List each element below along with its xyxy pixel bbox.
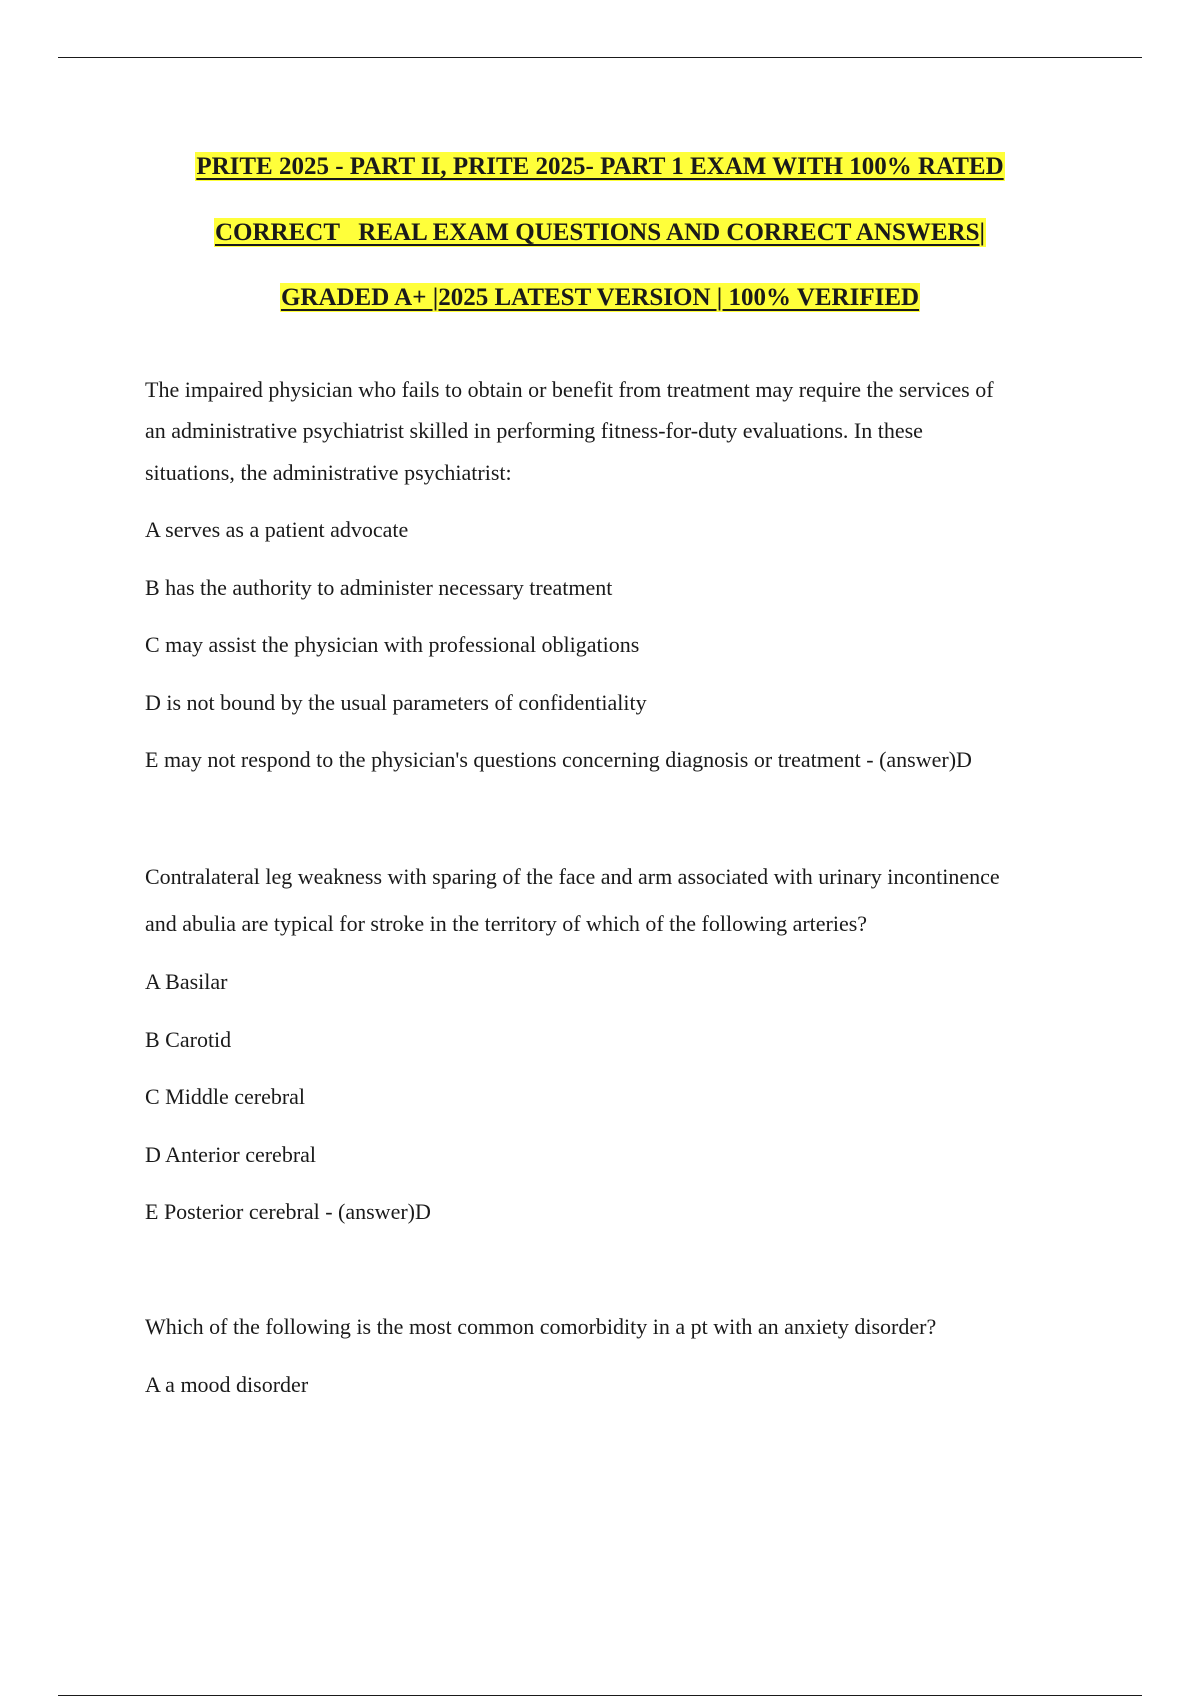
title-text-3: GRADED A+ |2025 LATEST VERSION | 100% VERIFIED bbox=[280, 284, 920, 311]
title-text-1: PRITE 2025 - PART II, PRITE 2025- PART 1 EXAM WITH 100% RATED bbox=[196, 153, 1004, 180]
question-1-stem-line-1: The impaired physician who fails to obtain or benefit from treatment may require the services of bbox=[145, 377, 994, 402]
question-1-option-b: B has the authority to administer necessary treatment bbox=[145, 575, 613, 600]
document-title-line-1 bbox=[0, 152, 1200, 182]
title-text-2: CORRECT REAL EXAM QUESTIONS AND CORRECT ANSWERS| bbox=[214, 219, 986, 246]
footer-rule bbox=[58, 1695, 1142, 1696]
document-title-line-3 bbox=[0, 283, 1200, 313]
header-rule bbox=[58, 57, 1142, 58]
question-2-stem-line-1: Contralateral leg weakness with sparing of the face and arm associated with urinary incontinence bbox=[145, 864, 1000, 889]
question-1-option-e: E may not respond to the physician's questions concerning diagnosis or treatment - (answer)D bbox=[145, 747, 972, 772]
question-1-option-a: A serves as a patient advocate bbox=[145, 517, 409, 542]
question-3-option-a: A a mood disorder bbox=[145, 1372, 309, 1397]
question-3-stem-line-1: Which of the following is the most common comorbidity in a pt with an anxiety disorder? bbox=[145, 1314, 937, 1339]
question-2-option-d: D Anterior cerebral bbox=[145, 1142, 317, 1167]
question-1-stem-line-2: an administrative psychiatrist skilled in performing fitness-for-duty evaluations. In these bbox=[145, 418, 923, 443]
question-1-option-c: C may assist the physician with professional obligations bbox=[145, 632, 640, 657]
question-1-stem-line-3: situations, the administrative psychiatrist: bbox=[145, 460, 512, 485]
question-2-option-c: C Middle cerebral bbox=[145, 1084, 306, 1109]
question-2-option-e: E Posterior cerebral - (answer)D bbox=[145, 1199, 431, 1224]
question-2-option-b: B Carotid bbox=[145, 1027, 232, 1052]
document-title-line-2 bbox=[0, 218, 1200, 248]
question-1-option-d: D is not bound by the usual parameters of confidentiality bbox=[145, 690, 647, 715]
question-2-option-a: A Basilar bbox=[145, 969, 228, 994]
question-2-stem-line-2: and abulia are typical for stroke in the territory of which of the following arteries? bbox=[145, 911, 868, 936]
